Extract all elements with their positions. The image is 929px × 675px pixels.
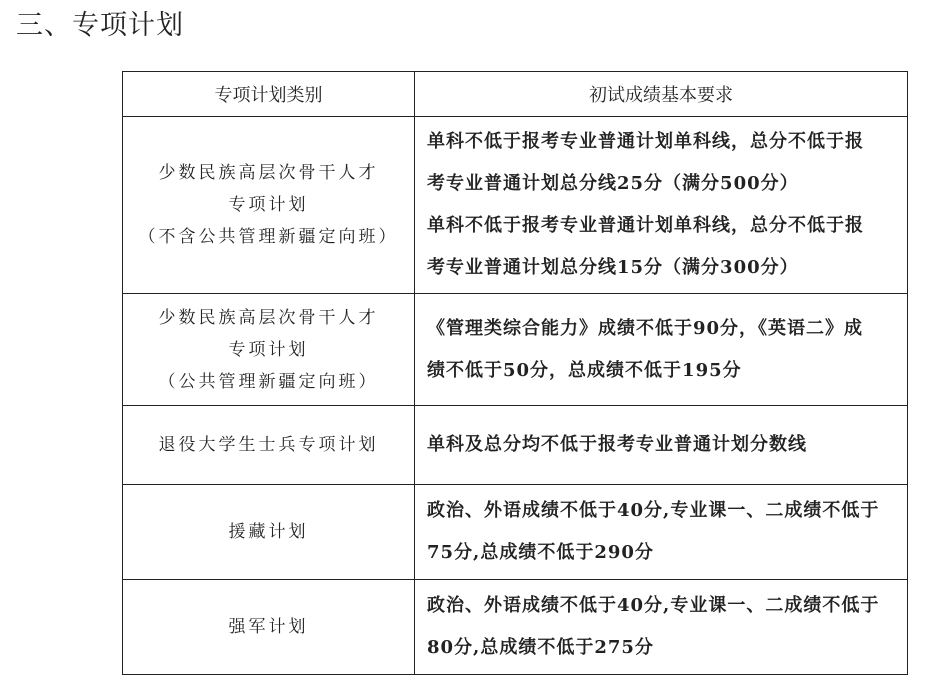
category-line: 专项计划 xyxy=(228,339,309,360)
category-line: 强军计划 xyxy=(228,617,309,637)
column-header-requirement: 初试成绩基本要求 xyxy=(415,72,908,117)
category-line: 专项计划 xyxy=(228,195,309,215)
requirement-line: 80分,总成绩不低于275分 xyxy=(427,637,654,658)
category-cell xyxy=(123,485,415,580)
section-heading: 三、专项计划 xyxy=(16,10,184,41)
requirement-line: 单科及总分均不低于报考专业普通计划分数线 xyxy=(427,434,807,455)
requirement-line: 考专业普通计划总分线25分（满分500分） xyxy=(427,173,799,194)
category-line: 援藏计划 xyxy=(228,522,309,542)
category-cell xyxy=(123,406,415,485)
table-row xyxy=(123,294,908,406)
requirement-cell xyxy=(415,294,908,406)
requirement-line: 75分,总成绩不低于290分 xyxy=(427,542,654,563)
requirement-line: 政治、外语成绩不低于40分,专业课一、二成绩不低于 xyxy=(427,500,880,521)
category-line: （不含公共管理新疆定向班） xyxy=(138,227,399,247)
requirement-line: 考专业普通计划总分线15分（满分300分） xyxy=(427,257,799,278)
requirement-cell xyxy=(415,485,908,580)
category-line: 少数民族高层次骨干人才 xyxy=(158,163,379,183)
category-cell xyxy=(123,294,415,406)
table-row xyxy=(123,580,908,675)
category-line: 少数民族高层次骨干人才 xyxy=(158,307,379,328)
table-row xyxy=(123,117,908,294)
special-plan-table xyxy=(122,71,908,675)
requirement-line: 单科不低于报考专业普通计划单科线，总分不低于报 xyxy=(427,215,864,236)
requirement-cell xyxy=(415,117,908,294)
requirement-line: 绩不低于50分，总成绩不低于195分 xyxy=(427,359,742,381)
category-line: （公共管理新疆定向班） xyxy=(158,371,379,392)
table-header-row xyxy=(123,72,908,117)
requirement-cell xyxy=(415,406,908,485)
category-cell xyxy=(123,117,415,294)
column-header-category: 专项计划类别 xyxy=(123,72,415,117)
category-line: 退役大学生士兵专项计划 xyxy=(158,435,379,455)
requirement-line: 政治、外语成绩不低于40分,专业课一、二成绩不低于 xyxy=(427,595,880,616)
table-row xyxy=(123,485,908,580)
table-row xyxy=(123,406,908,485)
requirement-line: 《管理类综合能力》成绩不低于90分，《英语二》成 xyxy=(427,317,864,339)
requirement-cell xyxy=(415,580,908,675)
requirement-line: 单科不低于报考专业普通计划单科线，总分不低于报 xyxy=(427,131,864,152)
category-cell xyxy=(123,580,415,675)
